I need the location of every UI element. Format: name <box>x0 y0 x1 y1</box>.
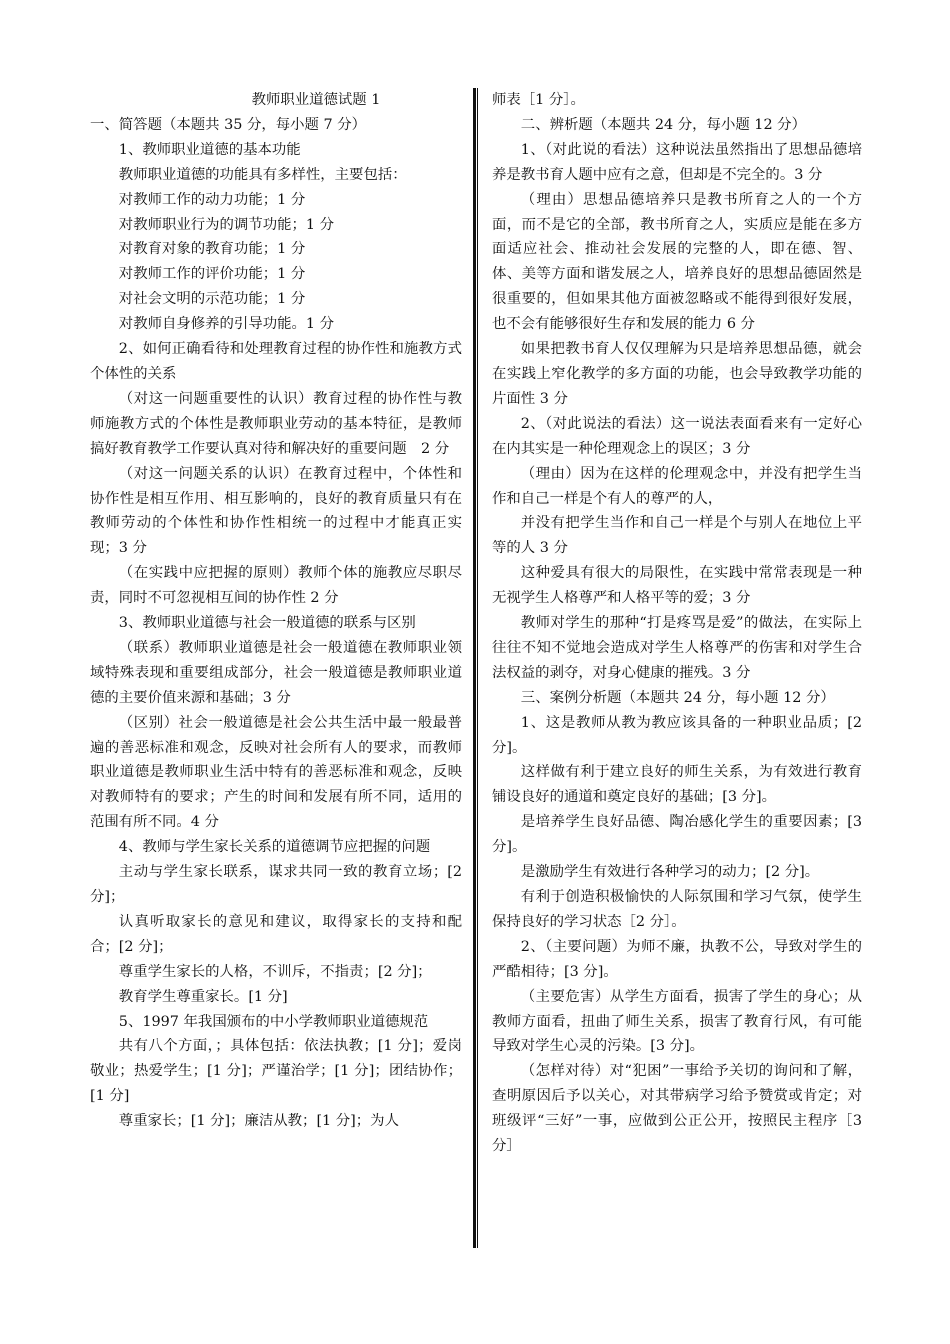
case-1-paragraph: 有利于创造积极愉快的人际氛围和学习气氛，使学生保持良好的学习状态［2 分］。 <box>492 889 862 930</box>
case-1-paragraph: 1、这是教师从教为教应该具备的一种职业品质；[2 分]。 <box>492 714 862 756</box>
question-1-item: 对教师职业行为的调节功能；1 分 <box>118 216 334 233</box>
question-3-paragraph: （联系）教师职业道德是社会一般道德在教师职业领域特殊表现和重要组成部分，社会一般道德是教师职业道德的主要价值来源和基础；3 分 <box>90 639 462 706</box>
question-4-paragraph: 认真听取家长的意见和建议，取得家长的支持和配合；[2 分]； <box>90 913 462 955</box>
case-1-paragraph: 是培养学生良好品德、陶冶感化学生的重要因素；[3 分]。 <box>492 814 862 856</box>
section-2-heading: 二、辨析题（本题共 24 分，每小题 12 分） <box>520 116 806 133</box>
section-1-heading: 一、简答题（本题共 35 分，每小题 7 分） <box>90 116 367 133</box>
right-column <box>492 88 862 1159</box>
question-1-item: 对教育对象的教育功能；1 分 <box>118 241 306 258</box>
question-5-title: 5、1997 年我国颁布的中小学教师职业道德规范 <box>118 1013 429 1030</box>
analysis-1-paragraph: 如果把教书育人仅仅理解为只是培养思想品德，就会在实践上窄化教学的多方面的功能，也会导致教学功能的片面性 3 分 <box>492 341 862 407</box>
analysis-2-paragraph: （理由）因为在这样的伦理观念中，并没有把学生当作和自己一样是个有人的尊严的人， <box>492 465 862 507</box>
document-title: 教师职业道德试题 1 <box>251 92 381 108</box>
question-5-paragraph: 共有八个方面，；具体包括：依法执教；[1 分]；爱岗敬业；热爱学生；[1 分]；严谨治学；[1 分]；团结协作；[1 分] <box>90 1038 462 1105</box>
analysis-2-paragraph: 2、（对此说法的看法）这一说法表面看来有一定好心在内其实是一种伦理观念上的误区；3 分 <box>492 415 862 457</box>
question-1-item: 对社会文明的示范功能；1 分 <box>118 291 306 308</box>
analysis-1-paragraph: 1、（对此说的看法）这种说法虽然指出了思想品德培养是教书育人题中应有之意，但却是不完全的。3 分 <box>492 141 862 183</box>
question-4-title: 4、教师与学生家长关系的道德调节应把握的问题 <box>118 839 431 856</box>
question-3-title: 3、教师职业道德与社会一般道德的联系与区别 <box>118 615 416 632</box>
question-1-title: 1、教师职业道德的基本功能 <box>118 141 301 158</box>
question-2-paragraph: （对这一问题重要性的认识）教育过程的协作性与教师施教方式的个体性是教师职业劳动的基本特征，是教师搞好教育教学工作要认真对待和解决好的重要问题 2 分 <box>90 390 462 457</box>
question-5-paragraph: 尊重家长；[1 分]；廉洁从教；[1 分]；为人 <box>118 1113 399 1130</box>
case-1-paragraph: 这样做有利于建立良好的师生关系，为有效进行教育铺设良好的通道和奠定良好的基础；[3 分]。 <box>492 764 862 806</box>
question-5-continuation: 师表［1 分］。 <box>492 92 585 108</box>
case-2-paragraph: （主要危害）从学生方面看，损害了学生的身心；从教师方面看，扭曲了师生关系，损害了教育行风，有可能导致对学生心灵的污染。[3 分]。 <box>492 988 862 1055</box>
question-4-paragraph: 尊重学生家长的人格，不训斥，不指责；[2 分]； <box>118 963 432 980</box>
question-1-item: 对教师工作的动力功能；1 分 <box>118 191 306 208</box>
case-1-paragraph: 是激励学生有效进行各种学习的动力；[2 分]。 <box>520 864 820 881</box>
question-2-paragraph: （对这一问题关系的认识）在教育过程中，个体性和协作性是相互作用、相互影响的，良好的教育质量只有在教师劳动的个体性和协作性相统一的过程中才能真正实现；3 分 <box>90 465 462 557</box>
question-1-intro: 教师职业道德的功能具有多样性，主要包括： <box>118 166 407 183</box>
case-2-paragraph: （怎样对待）对“犯困”一事给予关切的询问和了解，查明原因后予以关心，对其带病学习给予赞赏或肯定；对班级评“三好”一事，应做到公正公开，按照民主程序［3 分］ <box>492 1063 862 1155</box>
case-2-paragraph: 2、（主要问题）为师不廉，执教不公，导致对学生的严酷相待；[3 分]。 <box>492 938 862 980</box>
question-4-paragraph: 教育学生尊重家长。[1 分] <box>118 988 288 1005</box>
analysis-2-paragraph: 并没有把学生当作和自己一样是个与别人在地位上平等的人 3 分 <box>492 515 862 557</box>
analysis-1-paragraph: （理由）思想品德培养只是教书所育之人的一个方面，而不是它的全部，教书所育之人，实质应是能在多方面适应社会、推动社会发展的完整的人，即在德、智、体、美等方面和谐发展之人，培养良好的思想品德固然是很重要的，但如果其他方面被忽略或不能得到很好发展，也不会有能够很好生存和发展的能力 6 分 <box>492 191 862 333</box>
question-1-item: 对教师自身修养的引导功能。1 分 <box>118 316 334 333</box>
question-2-paragraph: （在实践中应把握的原则）教师个体的施教应尽职尽责，同时不可忽视相互间的协作性 2 分 <box>90 565 462 607</box>
analysis-2-paragraph: 这种爱具有很大的局限性，在实践中常常表现是一种无视学生人格尊严和人格平等的爱；3 分 <box>492 565 862 607</box>
left-column <box>90 88 462 1134</box>
question-3-paragraph: （区别）社会一般道德是社会公共生活中最一般最普遍的善恶标准和观念，反映对社会所有人的要求，而教师职业道德是教师职业生活中特有的善恶标准和观念，反映对教师特有的要求；产生的时间和发展有所不同，适用的范围有所不同。4 分 <box>90 714 462 831</box>
question-2-title: 2、如何正确看待和处理教育过程的协作性和施教方式个体性的关系 <box>90 341 462 382</box>
section-3-heading: 三、案例分析题（本题共 24 分，每小题 12 分） <box>520 689 835 706</box>
question-1-item: 对教师工作的评价功能；1 分 <box>118 266 306 283</box>
column-divider <box>473 88 478 1248</box>
analysis-2-paragraph: 教师对学生的那种“打是疼骂是爱”的做法，在实际上往往不知不觉地会造成对学生人格尊严的伤害和对学生合法权益的剥夺，对身心健康的摧残。3 分 <box>492 615 862 681</box>
question-4-paragraph: 主动与学生家长联系，谋求共同一致的教育立场；[2 分]； <box>90 864 462 905</box>
